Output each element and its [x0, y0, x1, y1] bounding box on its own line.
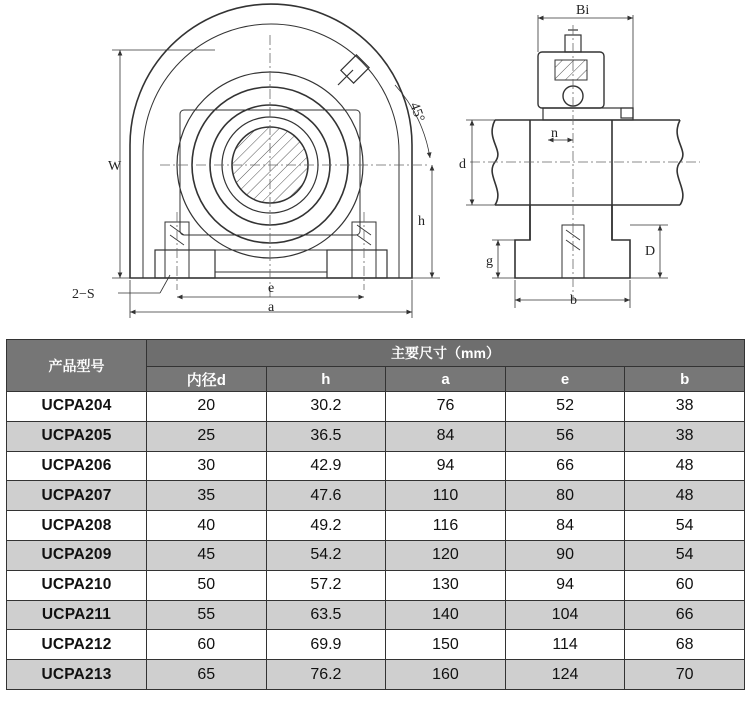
dim-a-label: a — [268, 300, 275, 315]
cell-e: 56 — [505, 421, 625, 451]
cell-b: 48 — [625, 481, 745, 511]
model-cell: UCPA208 — [7, 511, 147, 541]
cell-a: 84 — [386, 421, 506, 451]
column-header: b — [625, 367, 745, 392]
cell-h: 54.2 — [266, 540, 386, 570]
cell-h: 49.2 — [266, 511, 386, 541]
cell-b: 54 — [625, 511, 745, 541]
cell-d: 50 — [147, 570, 267, 600]
cell-d: 25 — [147, 421, 267, 451]
cell-a: 160 — [386, 660, 506, 690]
cell-d: 20 — [147, 392, 267, 422]
cell-a: 140 — [386, 600, 506, 630]
dim-g-label: g — [486, 254, 493, 269]
model-header: 产品型号 — [7, 340, 147, 392]
table-row — [7, 600, 745, 630]
table-row — [7, 630, 745, 660]
cell-a: 130 — [386, 570, 506, 600]
model-cell: UCPA207 — [7, 481, 147, 511]
cell-d: 65 — [147, 660, 267, 690]
technical-drawing — [0, 0, 750, 335]
table-row — [7, 392, 745, 422]
front-view — [130, 4, 412, 278]
cell-b: 70 — [625, 660, 745, 690]
model-cell: UCPA210 — [7, 570, 147, 600]
cell-b: 68 — [625, 630, 745, 660]
cell-d: 55 — [147, 600, 267, 630]
table-row — [7, 451, 745, 481]
cell-e: 80 — [505, 481, 625, 511]
model-cell: UCPA209 — [7, 540, 147, 570]
cell-d: 60 — [147, 630, 267, 660]
table-row — [7, 540, 745, 570]
dim-angle-label: 45° — [406, 100, 427, 125]
cell-e: 52 — [505, 392, 625, 422]
cell-e: 94 — [505, 570, 625, 600]
cell-a: 76 — [386, 392, 506, 422]
cell-e: 66 — [505, 451, 625, 481]
cell-a: 94 — [386, 451, 506, 481]
table-row — [7, 481, 745, 511]
cell-e: 114 — [505, 630, 625, 660]
cell-d: 30 — [147, 451, 267, 481]
cell-h: 30.2 — [266, 392, 386, 422]
dimensions-group-header: 主要尺寸（mm） — [147, 340, 745, 367]
cell-h: 47.6 — [266, 481, 386, 511]
cell-b: 60 — [625, 570, 745, 600]
model-cell: UCPA212 — [7, 630, 147, 660]
model-cell: UCPA206 — [7, 451, 147, 481]
cell-h: 57.2 — [266, 570, 386, 600]
dim-holes-label: 2−S — [72, 287, 95, 302]
table-row — [7, 421, 745, 451]
model-cell: UCPA204 — [7, 392, 147, 422]
cell-d: 40 — [147, 511, 267, 541]
dim-b-label: b — [570, 293, 577, 308]
side-view — [492, 30, 683, 278]
cell-e: 84 — [505, 511, 625, 541]
cell-h: 36.5 — [266, 421, 386, 451]
dim-n-label: n — [551, 126, 558, 141]
dim-h-label: h — [418, 214, 425, 229]
cell-b: 66 — [625, 600, 745, 630]
dim-D-label: D — [645, 244, 656, 259]
dim-d-label: d — [459, 157, 466, 172]
column-header: h — [266, 367, 386, 392]
model-cell: UCPA205 — [7, 421, 147, 451]
cell-h: 69.9 — [266, 630, 386, 660]
column-header: 内径d — [147, 367, 267, 392]
table-row — [7, 570, 745, 600]
cell-h: 76.2 — [266, 660, 386, 690]
dim-w-label: W — [108, 159, 122, 174]
cell-b: 38 — [625, 392, 745, 422]
dim-bi-label: Bi — [576, 3, 590, 18]
table-row — [7, 511, 745, 541]
cell-b: 54 — [625, 540, 745, 570]
cell-b: 38 — [625, 421, 745, 451]
model-cell: UCPA211 — [7, 600, 147, 630]
column-header: e — [505, 367, 625, 392]
model-cell: UCPA213 — [7, 660, 147, 690]
cell-a: 116 — [386, 511, 506, 541]
column-header: a — [386, 367, 506, 392]
cell-d: 45 — [147, 540, 267, 570]
spec-table — [6, 339, 745, 690]
cell-e: 90 — [505, 540, 625, 570]
cell-h: 42.9 — [266, 451, 386, 481]
cell-h: 63.5 — [266, 600, 386, 630]
cell-d: 35 — [147, 481, 267, 511]
cell-b: 48 — [625, 451, 745, 481]
cell-e: 124 — [505, 660, 625, 690]
cell-a: 110 — [386, 481, 506, 511]
cell-e: 104 — [505, 600, 625, 630]
cell-a: 150 — [386, 630, 506, 660]
table-row — [7, 660, 745, 690]
dim-e-label: e — [268, 281, 275, 296]
cell-a: 120 — [386, 540, 506, 570]
